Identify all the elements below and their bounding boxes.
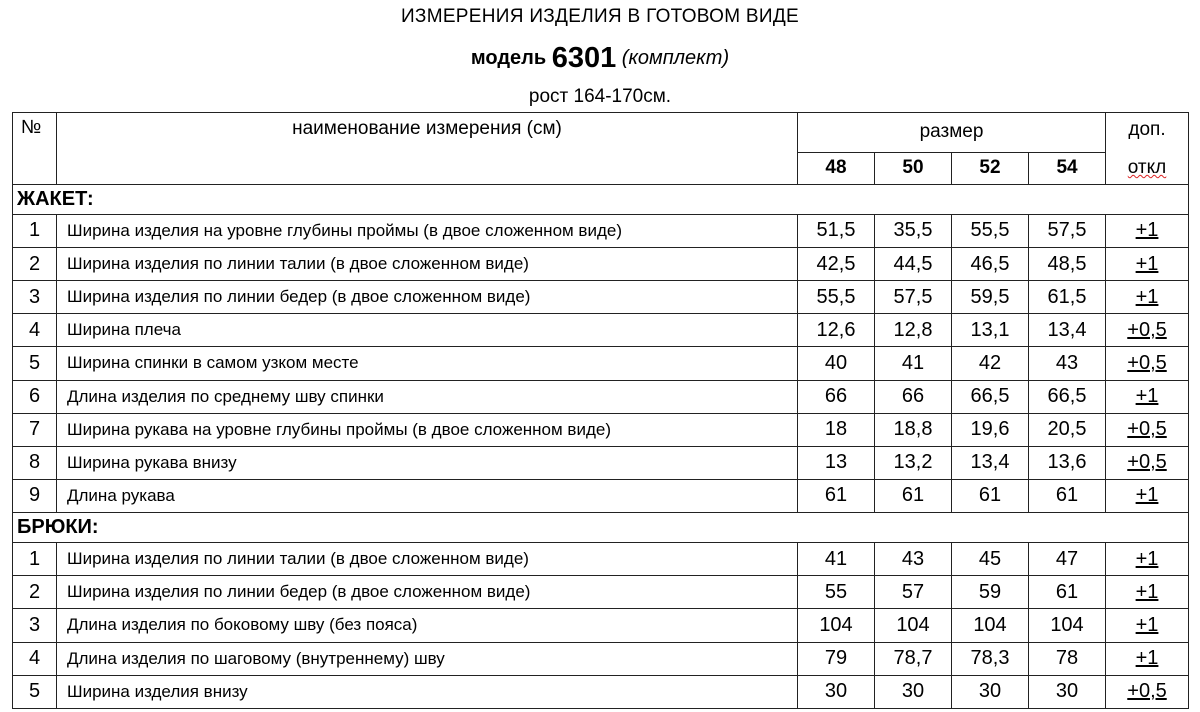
measurement-value: 66,5 xyxy=(1029,380,1106,413)
measurement-value: 13,1 xyxy=(952,314,1029,347)
measurement-value: 41 xyxy=(798,543,875,576)
section-row xyxy=(13,184,1189,214)
measurement-value: 104 xyxy=(1029,609,1106,642)
table-row xyxy=(13,576,1189,609)
tolerance-value: +1 xyxy=(1135,252,1159,275)
measurement-value: 78 xyxy=(1029,642,1106,675)
tolerance-cell xyxy=(1106,214,1189,247)
column-header-size: размер xyxy=(798,113,1106,153)
tolerance-cell xyxy=(1106,675,1189,708)
table-row xyxy=(13,214,1189,247)
measurement-value: 18 xyxy=(798,413,875,446)
measurement-name: Длина изделия по среднему шву спинки xyxy=(57,380,798,413)
measurement-value: 57,5 xyxy=(875,281,952,314)
model-note: (комплект) xyxy=(621,47,730,69)
table-row xyxy=(13,642,1189,675)
measurement-value: 61,5 xyxy=(1029,281,1106,314)
tolerance-cell xyxy=(1106,479,1189,512)
measurement-name: Ширина рукава на уровне глубины проймы (в двое сложенном виде) xyxy=(57,413,798,446)
table-row xyxy=(13,609,1189,642)
measurement-value: 18,8 xyxy=(875,413,952,446)
otkl-text: откл xyxy=(1127,156,1167,178)
measurement-value: 66,5 xyxy=(952,380,1029,413)
measurement-value: 47 xyxy=(1029,543,1106,576)
size-header-50: 50 xyxy=(875,152,952,184)
measurement-value: 13,4 xyxy=(1029,314,1106,347)
measurement-value: 51,5 xyxy=(798,214,875,247)
tolerance-cell xyxy=(1106,314,1189,347)
measurement-value: 61 xyxy=(1029,479,1106,512)
measurement-name: Ширина изделия по линии талии (в двое сложенном виде) xyxy=(57,248,798,281)
measurement-name: Ширина изделия внизу xyxy=(57,675,798,708)
measurement-value: 55 xyxy=(798,576,875,609)
measurement-name: Ширина изделия по линии талии (в двое сложенном виде) xyxy=(57,543,798,576)
measurement-value: 46,5 xyxy=(952,248,1029,281)
measurement-value: 43 xyxy=(875,543,952,576)
measurement-value: 104 xyxy=(952,609,1029,642)
tolerance-cell xyxy=(1106,413,1189,446)
tolerance-cell xyxy=(1106,281,1189,314)
table-row xyxy=(13,281,1189,314)
measurement-value: 66 xyxy=(798,380,875,413)
measurement-value: 43 xyxy=(1029,347,1106,380)
measurement-name: Ширина плеча xyxy=(57,314,798,347)
tolerance-value: +1 xyxy=(1135,219,1159,242)
tolerance-cell xyxy=(1106,380,1189,413)
measurement-value: 57 xyxy=(875,576,952,609)
size-header-54: 54 xyxy=(1029,152,1106,184)
measurement-value: 41 xyxy=(875,347,952,380)
tolerance-cell xyxy=(1106,642,1189,675)
tolerance-value: +1 xyxy=(1135,484,1159,507)
measurement-value: 19,6 xyxy=(952,413,1029,446)
tolerance-value: +0,5 xyxy=(1127,351,1167,374)
measurement-name: Длина изделия по шаговому (внутреннему) шву xyxy=(57,642,798,675)
row-number: 3 xyxy=(13,609,57,642)
table-row xyxy=(13,380,1189,413)
tolerance-value: +1 xyxy=(1135,613,1159,636)
tolerance-cell xyxy=(1106,576,1189,609)
tolerance-cell xyxy=(1106,248,1189,281)
measurement-value: 42,5 xyxy=(798,248,875,281)
measurement-value: 44,5 xyxy=(875,248,952,281)
measurement-value: 13,2 xyxy=(875,446,952,479)
measurement-value: 61 xyxy=(952,479,1029,512)
row-number: 6 xyxy=(13,380,57,413)
table-row xyxy=(13,479,1189,512)
row-number: 1 xyxy=(13,543,57,576)
row-number: 3 xyxy=(13,281,57,314)
tolerance-value: +0,5 xyxy=(1127,318,1167,341)
tolerance-value: +0,5 xyxy=(1127,680,1167,703)
row-number: 7 xyxy=(13,413,57,446)
table-row xyxy=(13,347,1189,380)
table-row xyxy=(13,248,1189,281)
model-line xyxy=(0,42,1200,75)
measurement-value: 45 xyxy=(952,543,1029,576)
measurement-value: 55,5 xyxy=(798,281,875,314)
tolerance-value: +0,5 xyxy=(1127,451,1167,474)
measurement-value: 48,5 xyxy=(1029,248,1106,281)
measurement-name: Длина изделия по боковому шву (без пояса) xyxy=(57,609,798,642)
measurement-value: 30 xyxy=(952,675,1029,708)
tolerance-cell xyxy=(1106,446,1189,479)
table-row xyxy=(13,543,1189,576)
measurement-value: 42 xyxy=(952,347,1029,380)
row-number: 5 xyxy=(13,347,57,380)
tolerance-value: +1 xyxy=(1135,385,1159,408)
table-row xyxy=(13,675,1189,708)
row-number: 2 xyxy=(13,576,57,609)
measurement-value: 66 xyxy=(875,380,952,413)
measurement-name: Ширина изделия на уровне глубины проймы (в двое сложенном виде) xyxy=(57,214,798,247)
table-row xyxy=(13,314,1189,347)
row-number: 1 xyxy=(13,214,57,247)
measurement-value: 78,3 xyxy=(952,642,1029,675)
tolerance-value: +1 xyxy=(1135,285,1159,308)
measurement-value: 30 xyxy=(798,675,875,708)
measurement-value: 61 xyxy=(1029,576,1106,609)
measurement-value: 104 xyxy=(798,609,875,642)
table-row xyxy=(13,413,1189,446)
column-header-otkl xyxy=(1106,152,1189,184)
measurement-value: 35,5 xyxy=(875,214,952,247)
column-header-number: № xyxy=(13,113,57,185)
measurement-value: 79 xyxy=(798,642,875,675)
measurement-value: 30 xyxy=(1029,675,1106,708)
tolerance-value: +1 xyxy=(1135,647,1159,670)
size-header-52: 52 xyxy=(952,152,1029,184)
section-row xyxy=(13,513,1189,543)
tolerance-value: +1 xyxy=(1135,580,1159,603)
tolerance-value: +1 xyxy=(1135,547,1159,570)
measurement-value: 40 xyxy=(798,347,875,380)
measurement-value: 13,4 xyxy=(952,446,1029,479)
measurement-value: 78,7 xyxy=(875,642,952,675)
measurement-value: 12,6 xyxy=(798,314,875,347)
tolerance-cell xyxy=(1106,347,1189,380)
measurement-name: Ширина рукава внизу xyxy=(57,446,798,479)
measurement-name: Ширина изделия по линии бедер (в двое сложенном виде) xyxy=(57,576,798,609)
model-label: модель xyxy=(470,47,547,69)
tolerance-value: +0,5 xyxy=(1127,418,1167,441)
measurement-value: 12,8 xyxy=(875,314,952,347)
measurement-value: 57,5 xyxy=(1029,214,1106,247)
tolerance-cell xyxy=(1106,543,1189,576)
measurement-value: 30 xyxy=(875,675,952,708)
section-title: ЖАКЕТ: xyxy=(13,184,1189,214)
measurement-value: 13 xyxy=(798,446,875,479)
model-number: 6301 xyxy=(551,42,617,74)
tolerance-cell xyxy=(1106,609,1189,642)
section-title: БРЮКИ: xyxy=(13,513,1189,543)
row-number: 9 xyxy=(13,479,57,512)
measurement-value: 104 xyxy=(875,609,952,642)
height-range: рост 164-170см. xyxy=(528,86,672,107)
table-row xyxy=(13,446,1189,479)
measurement-name: Длина рукава xyxy=(57,479,798,512)
measurement-name: Ширина изделия по линии бедер (в двое сложенном виде) xyxy=(57,281,798,314)
measurement-value: 13,6 xyxy=(1029,446,1106,479)
measurement-value: 61 xyxy=(798,479,875,512)
row-number: 5 xyxy=(13,675,57,708)
row-number: 2 xyxy=(13,248,57,281)
measurement-value: 59 xyxy=(952,576,1029,609)
size-header-48: 48 xyxy=(798,152,875,184)
column-header-name: наименование измерения (см) xyxy=(57,113,798,185)
measurement-value: 20,5 xyxy=(1029,413,1106,446)
measurement-table xyxy=(12,112,1189,709)
measurement-value: 61 xyxy=(875,479,952,512)
page-title: ИЗМЕРЕНИЯ ИЗДЕЛИЯ В ГОТОВОМ ВИДЕ xyxy=(400,6,800,27)
row-number: 4 xyxy=(13,314,57,347)
measurement-value: 59,5 xyxy=(952,281,1029,314)
row-number: 4 xyxy=(13,642,57,675)
measurement-value: 55,5 xyxy=(952,214,1029,247)
column-header-dop: доп. xyxy=(1106,113,1189,153)
row-number: 8 xyxy=(13,446,57,479)
measurement-name: Ширина спинки в самом узком месте xyxy=(57,347,798,380)
